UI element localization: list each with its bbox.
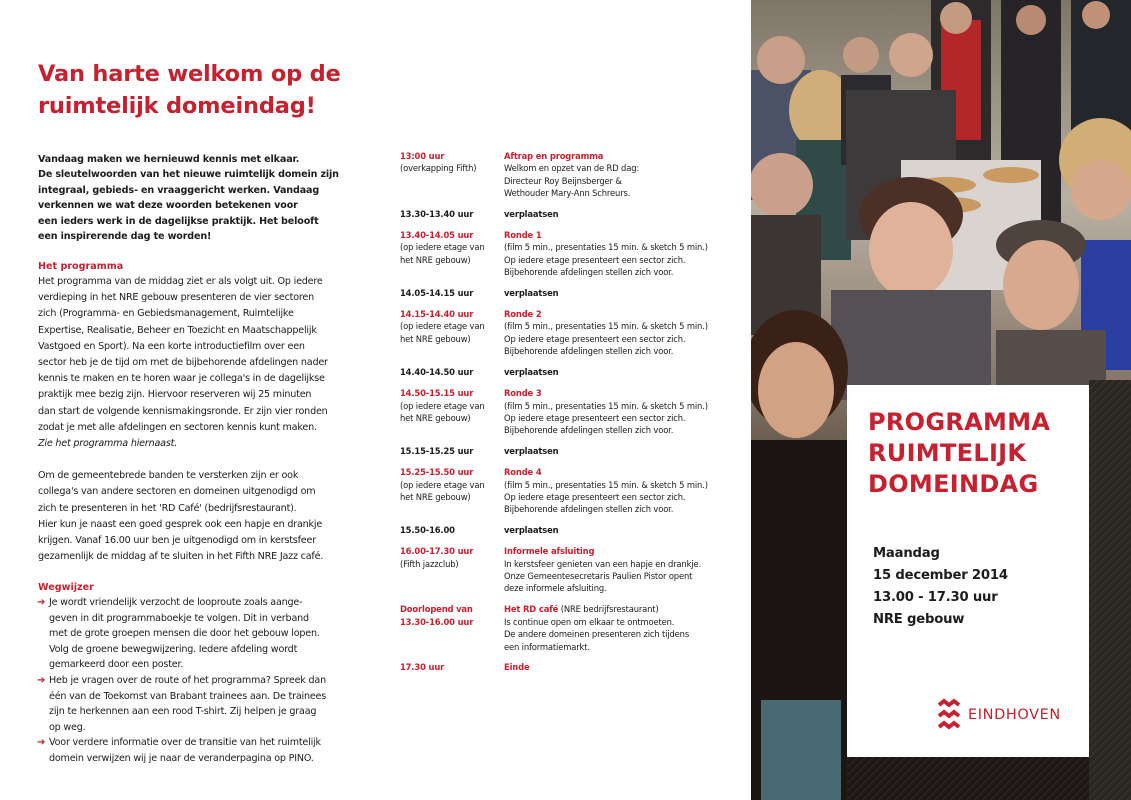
schedule-time: 14.15-14.40 uur (400, 309, 474, 320)
schedule-activity-line: Op iedere etage presenteert een sector zich. (504, 412, 686, 423)
schedule-activity-title: verplaatsen (504, 446, 559, 457)
schedule-time: 15.15-15.25 uur (400, 446, 474, 457)
schedule-time-cell (400, 150, 504, 200)
intro-line: integraal, gebieds- en vraaggericht werken. Vandaag (38, 184, 320, 196)
logo-wordmark: EINDHOVEN (968, 706, 1061, 723)
schedule-activity-cell (504, 229, 730, 279)
schedule-time-cell (400, 308, 504, 358)
intro-line: verkennen we wat deze woorden betekenen voor (38, 200, 298, 212)
programma-line: sector heb je de tijd om met de bijbehorende afdelingen nader (38, 357, 328, 369)
event-day: Maandag (873, 546, 940, 561)
schedule-time-cell (400, 229, 504, 279)
schedule-time: 13.40-14.05 uur (400, 230, 474, 241)
schedule-location: (op iedere etage van (400, 321, 485, 332)
welcome-title-line: ruimtelijk domeindag! (38, 93, 316, 119)
schedule-time-cell (400, 661, 504, 673)
schedule-activity-line: (film 5 min., presentaties 15 min. & sketch 5 min.) (504, 479, 708, 490)
schedule-activity-cell (504, 661, 730, 673)
event-location: NRE gebouw (873, 612, 965, 627)
event-details (873, 543, 1008, 631)
schedule-activity-title: Informele afsluiting (504, 546, 595, 557)
schedule-time-cell (400, 387, 504, 437)
programma-reference: Zie het programma hiernaast. (38, 438, 178, 450)
schedule-location: het NRE gebouw) (400, 254, 471, 265)
schedule-activity-title: verplaatsen (504, 367, 559, 378)
schedule-activity-line: Onze Gemeentesecretaris Paulien Pistor opent (504, 570, 693, 581)
programma-line: dan start de volgende kennismakingsronde. Er zijn vier ronden (38, 405, 328, 417)
schedule-activity-line: Bijbehorende afdelingen stellen zich voor. (504, 346, 674, 357)
schedule-activity-title: verplaatsen (504, 209, 559, 220)
schedule-activity-title: Ronde 3 (504, 388, 542, 399)
wegwijzer-item (38, 595, 358, 673)
event-time: 13.00 - 17.30 uur (873, 590, 998, 605)
schedule-activity-line: In kerstsfeer genieten van een hapje en drankje. (504, 558, 701, 569)
eindhoven-wave-icon (938, 698, 961, 731)
schedule-activity-line: een informatiemarkt. (504, 641, 590, 652)
schedule-activity-line: Bijbehorende afdelingen stellen zich voor. (504, 425, 674, 436)
schedule-activity-line: Op iedere etage presenteert een sector zich. (504, 333, 686, 344)
schedule-location: het NRE gebouw) (400, 412, 471, 423)
wegwijzer-line: Volg de groene bewegwijzering. Iedere afdeling wordt (49, 643, 298, 655)
programma-line: zodat je met alle afdelingen en sectoren kennis kunt maken. (38, 421, 317, 433)
intro-line: Vandaag maken we hernieuwd kennis met elkaar. (38, 154, 300, 165)
schedule-location: (overkapping Fifth) (400, 163, 477, 174)
cover-title-line: DOMEINDAG (868, 470, 1039, 498)
schedule-location: (op iedere etage van (400, 479, 485, 490)
schedule-row (400, 661, 730, 673)
schedule-activity-cell (504, 445, 730, 457)
schedule-time: 17.30 uur (400, 662, 445, 673)
schedule-location: (op iedere etage van (400, 242, 485, 253)
banden-paragraph (38, 468, 358, 565)
schedule-activity-line: Op iedere etage presenteert een sector zich. (504, 491, 686, 502)
schedule-time: 13.30-13.40 uur (400, 209, 474, 220)
banden-line: krijgen. Vanaf 16.00 uur ben je uitgenodigd om in kerstsfeer (38, 535, 316, 547)
cover-title-line: PROGRAMMA (868, 408, 1051, 436)
wegwijzer-heading: Wegwijzer (38, 582, 94, 594)
wegwijzer-line: geven in dit programmaboekje te volgen. Dit in verband (49, 612, 309, 624)
schedule-time: 13:00 uur (400, 151, 445, 161)
intro-line: een ieders werk in de dagelijkse praktijk. Het belooft (38, 215, 319, 227)
wegwijzer-item (38, 735, 358, 766)
schedule-activity-line: (film 5 min., presentaties 15 min. & sketch 5 min.) (504, 321, 708, 332)
schedule-row (400, 287, 730, 299)
schedule-activity-title: verplaatsen (504, 288, 559, 299)
schedule-location: het NRE gebouw) (400, 491, 471, 502)
programma-line: Expertise, Realisatie, Beheer en Toezicht en Maatschappelijk (38, 324, 317, 336)
schedule-row (400, 308, 730, 358)
schedule-activity-line: Welkom en opzet van de RD dag: (504, 163, 640, 174)
schedule-activity-line: De andere domeinen presenteren zich tijdens (504, 629, 690, 640)
schedule-activity-cell (504, 366, 730, 378)
schedule-row (400, 445, 730, 457)
schedule-activity-title: Einde (504, 662, 530, 673)
banden-line: Hier kun je naast een goed gesprek ook een hapje en drankje (38, 518, 323, 530)
event-date: 15 december 2014 (873, 568, 1008, 583)
schedule-row (400, 466, 730, 516)
intro-paragraph (38, 152, 358, 244)
programma-line: praktijk mee bezig zijn. Hiervoor reserveren wij 25 minuten (38, 389, 312, 401)
intro-line: De sleutelwoorden van het nieuwe ruimtelijk domein zijn (38, 169, 339, 181)
wegwijzer-list (38, 595, 358, 767)
schedule-activity-title: verplaatsen (504, 525, 559, 536)
schedule-activity-cell (504, 150, 730, 200)
schedule-time: 15.25-15.50 uur (400, 467, 474, 478)
schedule-time-cell (400, 524, 504, 536)
schedule-activity-title: Ronde 1 (504, 230, 542, 241)
welcome-column (38, 58, 358, 767)
intro-line: een inspirerende dag te worden! (38, 231, 212, 243)
wegwijzer-line: gemarkeerd door een poster. (49, 659, 184, 671)
schedule-time: 16.00-17.30 uur (400, 546, 474, 557)
wegwijzer-line: één van de Toekomst van Brabant trainees aan. De trainees (49, 690, 327, 702)
schedule-location: (op iedere etage van (400, 400, 485, 411)
schedule-time-cell (400, 545, 504, 595)
arrow-right-icon: ➔ (37, 737, 46, 749)
schedule-activity-line: Is continue open om elkaar te ontmoeten. (504, 616, 675, 627)
schedule-location: het NRE gebouw) (400, 333, 471, 344)
schedule-time-cell (400, 466, 504, 516)
wegwijzer-line: domein verwijzen wij je naar de veranderpagina op PINO. (49, 753, 314, 765)
banden-line: gezamenlijk de middag af te sluiten in het Fifth NRE Jazz café. (38, 551, 324, 563)
schedule-activity-line: Wethouder Mary-Ann Schreurs. (504, 188, 631, 199)
cover-title-line: RUIMTELIJK (868, 439, 1027, 467)
schedule-activity-line: Op iedere etage presenteert een sector zich. (504, 254, 686, 265)
eindhoven-logo (938, 698, 1061, 731)
schedule-time-cell (400, 603, 504, 653)
schedule-activity-cell (504, 287, 730, 299)
schedule-activity-title: Ronde 2 (504, 309, 542, 320)
programma-heading: Het programma (38, 261, 124, 273)
cover-title (868, 407, 1050, 500)
programma-line: Het programma van de middag ziet er als volgt uit. Op iedere (38, 276, 323, 288)
programma-line: Vastgoed en Sport). Na een korte introductiefilm over een (38, 340, 305, 352)
schedule-activity-line: (film 5 min., presentaties 15 min. & sketch 5 min.) (504, 400, 708, 411)
schedule-time: 13.30-16.00 uur (400, 616, 474, 627)
arrow-right-icon: ➔ (37, 597, 46, 609)
cover-panel (847, 385, 1089, 757)
welcome-title (38, 58, 358, 122)
schedule-activity-cell (504, 387, 730, 437)
schedule-row (400, 150, 730, 200)
schedule-time-cell (400, 208, 504, 220)
schedule-activity-title: Ronde 4 (504, 467, 542, 478)
programma-paragraph (38, 274, 358, 452)
schedule-activity-cell (504, 545, 730, 595)
schedule-time: 15.50-16.00 (400, 525, 455, 536)
wegwijzer-line: Je wordt vriendelijk verzocht de looproute zoals aange- (49, 597, 303, 609)
banden-line: zich te presenteren in het 'RD Café' (bedrijfsrestaurant). (38, 502, 297, 514)
wegwijzer-line: zijn te herkennen aan een rood T-shirt. Zij helpen je graag (49, 706, 317, 718)
wegwijzer-line: Voor verdere informatie over de transitie van het ruimtelijk (49, 737, 321, 749)
schedule-activity-subtitle: (NRE bedrijfsrestaurant) (558, 604, 659, 615)
welcome-title-line: Van harte welkom op de (38, 61, 341, 87)
schedule-time: Doorlopend van (400, 604, 473, 615)
banden-line: Om de gemeentebrede banden te versterken zijn er ook (38, 470, 299, 482)
schedule-row (400, 366, 730, 378)
schedule-activity-title: Aftrap en programma (504, 151, 604, 161)
wegwijzer-item (38, 673, 358, 735)
schedule-time: 14.50-15.15 uur (400, 388, 474, 399)
schedule-activity-line: Bijbehorende afdelingen stellen zich voor. (504, 267, 674, 278)
programma-line: verdieping in het NRE gebouw presenteren de vier sectoren (38, 292, 314, 304)
schedule-row (400, 229, 730, 279)
schedule-row (400, 545, 730, 595)
wegwijzer-line: met de grote groepen mensen die door het gebouw lopen. (49, 628, 320, 640)
arrow-right-icon: ➔ (37, 675, 46, 687)
schedule-time-cell (400, 366, 504, 378)
programma-line: kennis te maken en te horen waar je collega's in de dagelijkse (38, 373, 325, 385)
schedule-activity-cell (504, 603, 730, 653)
schedule-activity-cell (504, 208, 730, 220)
schedule-activity-cell (504, 466, 730, 516)
banden-line: collega's van andere sectoren en domeinen uitgenodigd om (38, 486, 316, 498)
schedule-row (400, 603, 730, 653)
wegwijzer-line: Heb je vragen over de route of het programma? Spreek dan (49, 675, 326, 687)
schedule-row (400, 208, 730, 220)
schedule-time: 14.05-14.15 uur (400, 288, 474, 299)
schedule-row (400, 524, 730, 536)
schedule-activity-cell (504, 524, 730, 536)
schedule-activity-line: Directeur Roy Beijnsberger & (504, 175, 622, 186)
schedule-location: (Fifth jazzclub) (400, 558, 459, 569)
wegwijzer-line: op weg. (49, 721, 86, 733)
schedule-activity-title: Het RD café (504, 604, 559, 615)
schedule-time-cell (400, 445, 504, 457)
programma-line: zich (Programma- en Gebiedsmanagement, Ruimtelijke (38, 308, 294, 320)
schedule-row (400, 387, 730, 437)
schedule-activity-line: deze informele afsluiting. (504, 583, 607, 594)
schedule-time-cell (400, 287, 504, 299)
schedule-activity-cell (504, 308, 730, 358)
schedule-activity-line: (film 5 min., presentaties 15 min. & sketch 5 min.) (504, 242, 708, 253)
schedule-time: 14.40-14.50 uur (400, 367, 474, 378)
schedule-activity-line: Bijbehorende afdelingen stellen zich voor. (504, 504, 674, 515)
schedule (400, 150, 730, 674)
